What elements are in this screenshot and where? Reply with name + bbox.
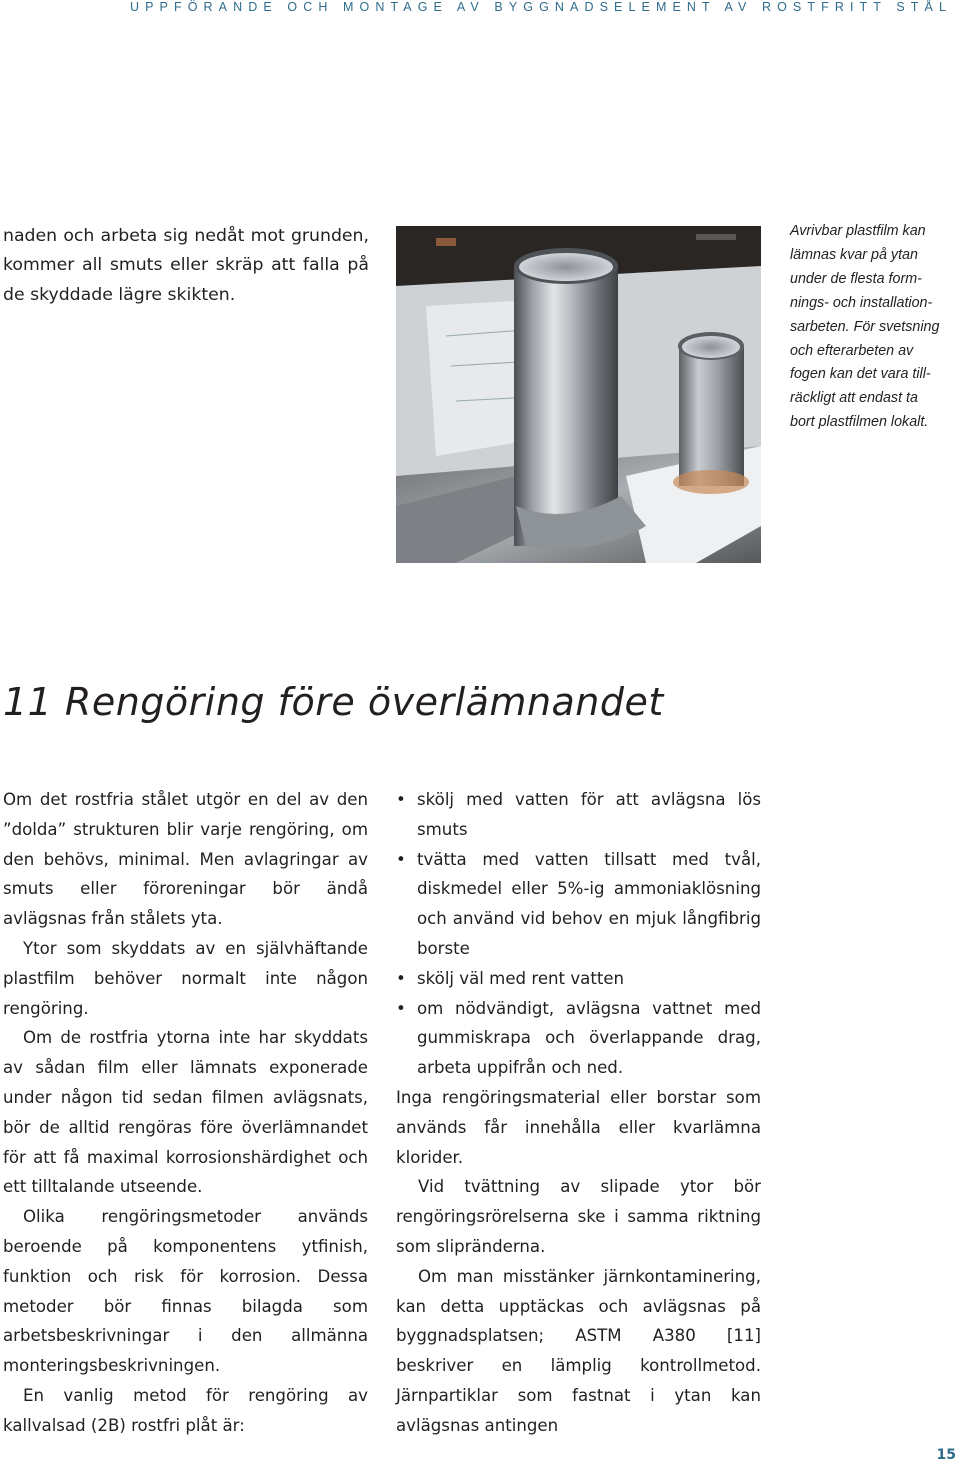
caption-line: bort plastfilmen lokalt. [790,414,929,431]
list-item [396,785,761,845]
intro-paragraph: naden och arbeta sig nedåt mot grunden, kommer all smuts eller skräp att falla på de skyddade lägre skikten. [3,226,369,305]
body-paragraph: Ytor som skyddats av en självhäftande plastfilm behöver normalt inte någon rengöring. [3,938,368,1018]
bullet-icon: • [396,790,406,809]
bullet-icon: • [396,849,406,869]
section-heading: 11 Rengöring före överlämnandet [3,680,664,724]
caption-line: räckligt att endast ta [790,390,918,407]
caption-line: under de flesta form- [790,270,922,287]
running-header: UPPFÖRANDE OCH MONTAGE AV BYGGNADSELEMENT AV ROSTFRITT STÅL [129,0,952,14]
body-paragraph: Om man misstänker järnkontaminering, kan detta upptäckas och avlägsnas på byggnadsplatsen; ASTM A380 [11] beskriver en lämplig kontrollmetod. Järnpartiklar som fastnat i ytan kan avlägsnas antingen [396,1266,761,1435]
body-paragraph: Inga rengöringsmaterial eller borstar som används får innehålla eller kvarlämna klorider. [396,1087,761,1167]
caption-line: fogen kan det vara till- [790,366,931,383]
caption-line: Avrivbar plastfilm kan [790,223,926,239]
cleaning-steps-list [396,785,761,1083]
body-paragraph: Om de rostfria ytorna inte har skyddats av sådan film eller lämnats exponerade under någon tid sedan filmen avlägsnats, bör de alltid rengöras före överlämnandet för att få maximal korrosionshärdighet och ett tilltalande utseende. [3,1028,368,1197]
bullet-icon: • [396,968,406,988]
stainless-pipe-photo [396,226,761,563]
left-column [3,785,368,1441]
caption-line: och efterarbeten av [790,342,914,359]
list-item-text: skölj väl med rent vatten [417,968,625,988]
list-item [396,994,761,1083]
list-item-text: skölj med vatten för att avlägsna lös smuts [417,790,761,839]
list-item [396,964,761,994]
list-item-text: tvätta med vatten tillsatt med tvål, diskmedel eller 5%-ig ammoniaklösning och använd vid behov en mjuk långfibrig borste [417,849,761,958]
page-number: 15 [936,1447,956,1463]
list-item [396,845,761,964]
caption-line: sarbeten. För svetsning [790,318,940,335]
caption-line: nings- och installation- [790,294,933,311]
list-item-text: om nödvändigt, avlägsna vattnet med gummiskrapa och överlappande drag, arbeta uppifrån och ned. [417,998,761,1078]
bullet-icon: • [396,998,406,1018]
body-paragraph: En vanlig metod för rengöring av kallvalsad (2B) rostfri plåt är: [3,1385,368,1435]
caption-line: lämnas kvar på ytan [790,246,918,263]
body-paragraph: Vid tvättning av slipade ytor bör rengöringsrörelserna ske i samma riktning som slipränderna. [396,1177,761,1256]
photo-caption [790,220,960,435]
body-paragraph: Olika rengöringsmetoder används beroende på komponentens ytfinish, funktion och risk för korrosion. Dessa metoder bör finnas bilagda som arbetsbeskrivningar i den allmänna monteringsbeskrivningen. [3,1207,368,1376]
right-column [396,785,761,1441]
body-paragraph: Om det rostfria stålet utgör en del av den ”dolda” strukturen blir varje rengöring, om den behövs, minimal. Men avlagringar av smuts eller föroreningar bör ändå avlägsnas från stålets yta. [3,790,368,929]
